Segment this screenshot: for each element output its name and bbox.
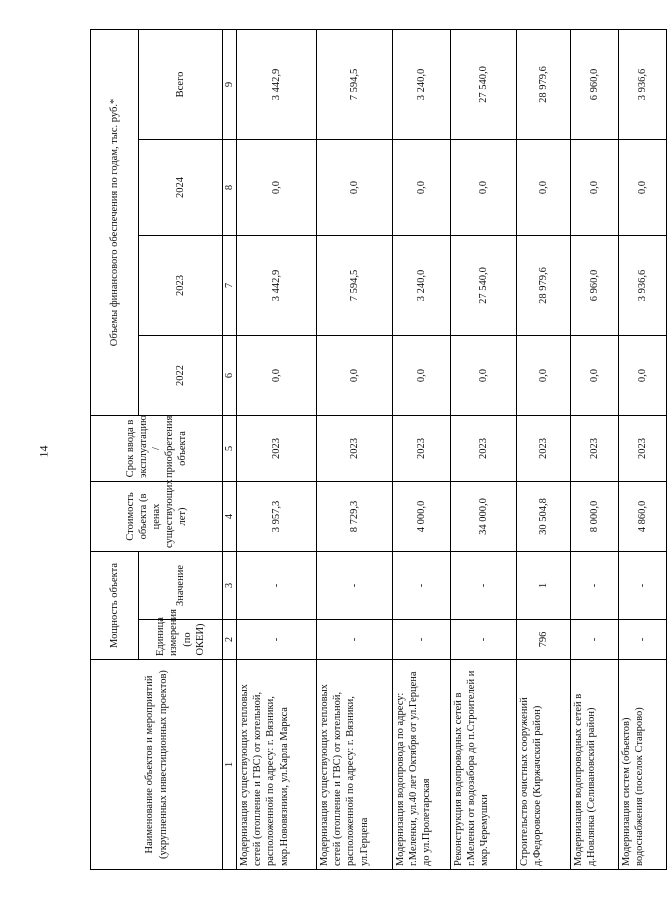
row-name: Модернизация существующих тепловых сетей (отопление и ГВС) от котельной, расположенной по адресу: г. Вязники, ул.Герцена [317,660,393,870]
row-total: 28 979,6 [517,30,571,140]
row-2022: 0,0 [237,336,317,416]
header-cost: Стоимость объекта (в ценах существующих лет) [91,482,223,552]
row-2023: 7 594,5 [317,236,393,336]
table-row [451,30,517,870]
row-unit: 796 [517,620,571,660]
row-2024: 0,0 [317,140,393,236]
column-number: 6 [223,336,237,416]
table-row [619,30,667,870]
row-cost: 4 000,0 [393,482,451,552]
row-total: 3 442,9 [237,30,317,140]
table-row [317,30,393,870]
row-value: - [317,552,393,620]
row-total: 6 960,0 [571,30,619,140]
row-total: 7 594,5 [317,30,393,140]
row-cost: 30 504,8 [517,482,571,552]
row-cost: 8 000,0 [571,482,619,552]
row-2022: 0,0 [571,336,619,416]
header-2022: 2022 [139,336,223,416]
row-term: 2023 [317,416,393,482]
row-term: 2023 [571,416,619,482]
row-2024: 0,0 [237,140,317,236]
row-2023: 27 540,0 [451,236,517,336]
row-2022: 0,0 [619,336,667,416]
row-cost: 3 957,3 [237,482,317,552]
row-total: 3 936,6 [619,30,667,140]
row-2023: 3 240,0 [393,236,451,336]
column-number: 3 [223,552,237,620]
row-2024: 0,0 [619,140,667,236]
header-term: Срок ввода в эксплуатацию / приобретения объекта [91,416,223,482]
row-unit: - [393,620,451,660]
row-value: - [619,552,667,620]
row-2023: 6 960,0 [571,236,619,336]
row-name: Реконструкция водопроводных сетей в г.Меленки от водозабора до п.Строителей и мкр.Черемушки [451,660,517,870]
row-2024: 0,0 [517,140,571,236]
header-finance: Объемы финансового обеспечения по годам, тыс. руб.* [91,30,139,416]
row-name: Строительство очистных сооружений д.Федоровское (Киржачский район) [517,660,571,870]
investment-projects-table [90,29,667,870]
header-name: Наименование объектов и мероприятий (укрупненных инвестиционных проектов) [91,660,223,870]
row-value: 1 [517,552,571,620]
row-value: - [237,552,317,620]
table-row [571,30,619,870]
row-unit: - [571,620,619,660]
row-cost: 4 860,0 [619,482,667,552]
column-number: 4 [223,482,237,552]
row-value: - [571,552,619,620]
header-capacity: Мощность объекта [91,552,139,660]
row-2023: 3 442,9 [237,236,317,336]
row-unit: - [317,620,393,660]
row-term: 2023 [393,416,451,482]
row-total: 3 240,0 [393,30,451,140]
row-cost: 34 000,0 [451,482,517,552]
column-number: 7 [223,236,237,336]
header-unit: Единица измерения (по ОКЕИ) [139,620,223,660]
column-number: 8 [223,140,237,236]
column-number: 5 [223,416,237,482]
row-2024: 0,0 [451,140,517,236]
row-value: - [451,552,517,620]
row-2024: 0,0 [571,140,619,236]
header-value: Значение [139,552,223,620]
row-unit: - [451,620,517,660]
rotated-table-container [90,30,649,870]
page-number: 14 [36,445,51,458]
row-name: Модернизация существующих тепловых сетей (отопление и ГВС) от котельной, расположенной по адресу: г. Вязники, мкр.Нововязники, ул.Карла Маркса [237,660,317,870]
column-number: 9 [223,30,237,140]
table-row [393,30,451,870]
column-number: 2 [223,620,237,660]
row-2022: 0,0 [451,336,517,416]
row-term: 2023 [237,416,317,482]
row-2024: 0,0 [393,140,451,236]
row-term: 2023 [451,416,517,482]
row-term: 2023 [517,416,571,482]
header-2023: 2023 [139,236,223,336]
row-unit: - [619,620,667,660]
table-row [517,30,571,870]
row-unit: - [237,620,317,660]
column-number: 1 [223,660,237,870]
table-row [237,30,317,870]
row-name: Модернизация систем (объектов) водоснабжения (поселок Ставрово) [619,660,667,870]
row-name: Модернизация водопровода по адресу: г.Меленки, ул.40 лет Октября от ул.Герцена до ул.Пролетарская [393,660,451,870]
header-2024: 2024 [139,140,223,236]
row-total: 27 540,0 [451,30,517,140]
row-cost: 8 729,3 [317,482,393,552]
row-name: Модернизация водопроводных сетей в д.Новлянка (Селивановский район) [571,660,619,870]
row-2022: 0,0 [317,336,393,416]
row-2023: 28 979,6 [517,236,571,336]
row-term: 2023 [619,416,667,482]
row-2023: 3 936,6 [619,236,667,336]
row-2022: 0,0 [393,336,451,416]
header-total: Всего [139,30,223,140]
row-value: - [393,552,451,620]
row-2022: 0,0 [517,336,571,416]
